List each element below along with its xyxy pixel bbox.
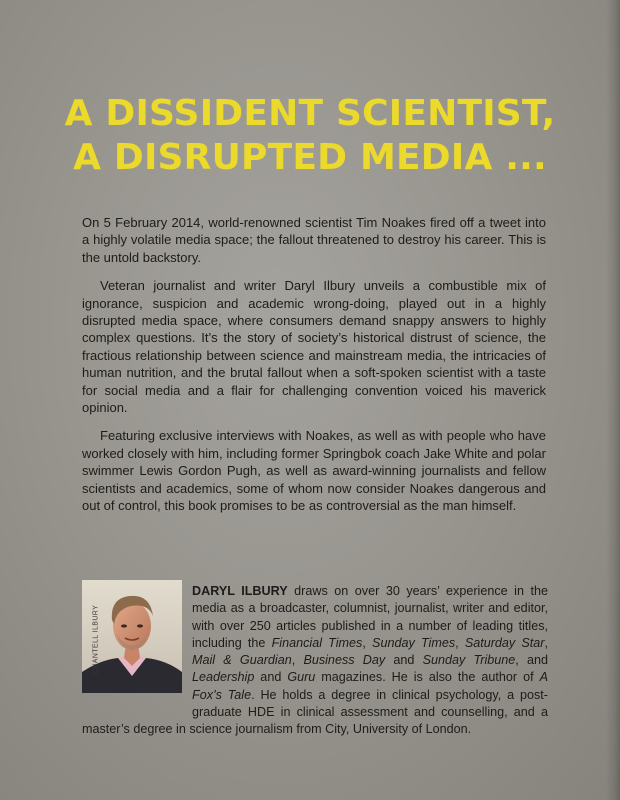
publication-title: Mail & Guardian [192, 653, 292, 668]
bio-text-1: draws on over 30 years’ experience in the media as a broadcaster, columnist, journalist, writer and editor, with over 250 articles published in a number of leading titles, including the [192, 584, 548, 650]
publication-title: Saturday Star [464, 635, 545, 650]
blurb-paragraph-2: Veteran journalist and writer Daryl Ilbury unveils a combustible mix of ignorance, suspicion and academic wrong-doing, played out in a highly disrupted media space, where consumers demand snappy answers to highly complex questions. It’s the story of society’s historical distrust of science, the fractious relationship between science and mainstream media, the intricacies of human nutrition, and the brutal fallout when a soft-spoken scientist with a taste for social media and a flair for challenging convention voiced his maverick opinion. [82, 278, 546, 416]
publication-title: Sunday Tribune [422, 653, 516, 668]
author-bio: DARYL ILBURY draws on over 30 years’ experience in the media as a broadcaster, columnist, journalist, writer and editor, with over 250 articles published in a number of leading titles, including the Financial Times, Sunday Times, Saturday Star, Mail & Guardian, Business Day and Sunday Tribune, and Leadership and Guru magazines. He is also the author of A Fox’s Tale. He holds a degree in clinical psychology, a post-graduate HDE in clinical assessment and counselling, and a master’s degree in science journalism from City, University of London. [82, 584, 549, 737]
publication-title: Leadership [192, 670, 255, 685]
photo-credit: CHANTELL ILBURY [92, 604, 100, 675]
bio-text-2: magazines. He is also the author of [315, 670, 540, 685]
publication-title: Financial Times [271, 635, 363, 650]
book-blurb [82, 214, 546, 526]
blurb-paragraph-1: On 5 February 2014, world-renowned scientist Tim Noakes fired off a tweet into a highly volatile media space; the fallout threatened to destroy his career. This is the untold backstory. [82, 215, 546, 265]
headline-line-2: A DISRUPTED MEDIA ... [73, 137, 547, 178]
headline-line-1: A DISSIDENT SCIENTIST, [64, 93, 556, 134]
headline [0, 92, 620, 180]
publication-title: Business Day [303, 653, 386, 668]
bio-text-3: . He holds a degree in clinical psychology, a post-graduate HDE in clinical assessment and counselling, and a master’s degree in science journalism from City, University of London. [82, 687, 548, 737]
publication-title: Sunday Times [372, 635, 456, 650]
publication-title: Guru [287, 670, 316, 685]
blurb-paragraph-3: Featuring exclusive interviews with Noakes, as well as with people who have worked closely with him, including former Springbok coach Jake White and polar swimmer Lewis Gordon Pugh, as well as award-winning journalists and fellow scientists and academics, some of whom now consider Noakes dangerous and out of control, this book promises to be as controversial as the man himself. [82, 428, 546, 514]
book-title: A Fox’s Tale [192, 670, 548, 702]
author-name: DARYL ILBURY [192, 584, 288, 598]
